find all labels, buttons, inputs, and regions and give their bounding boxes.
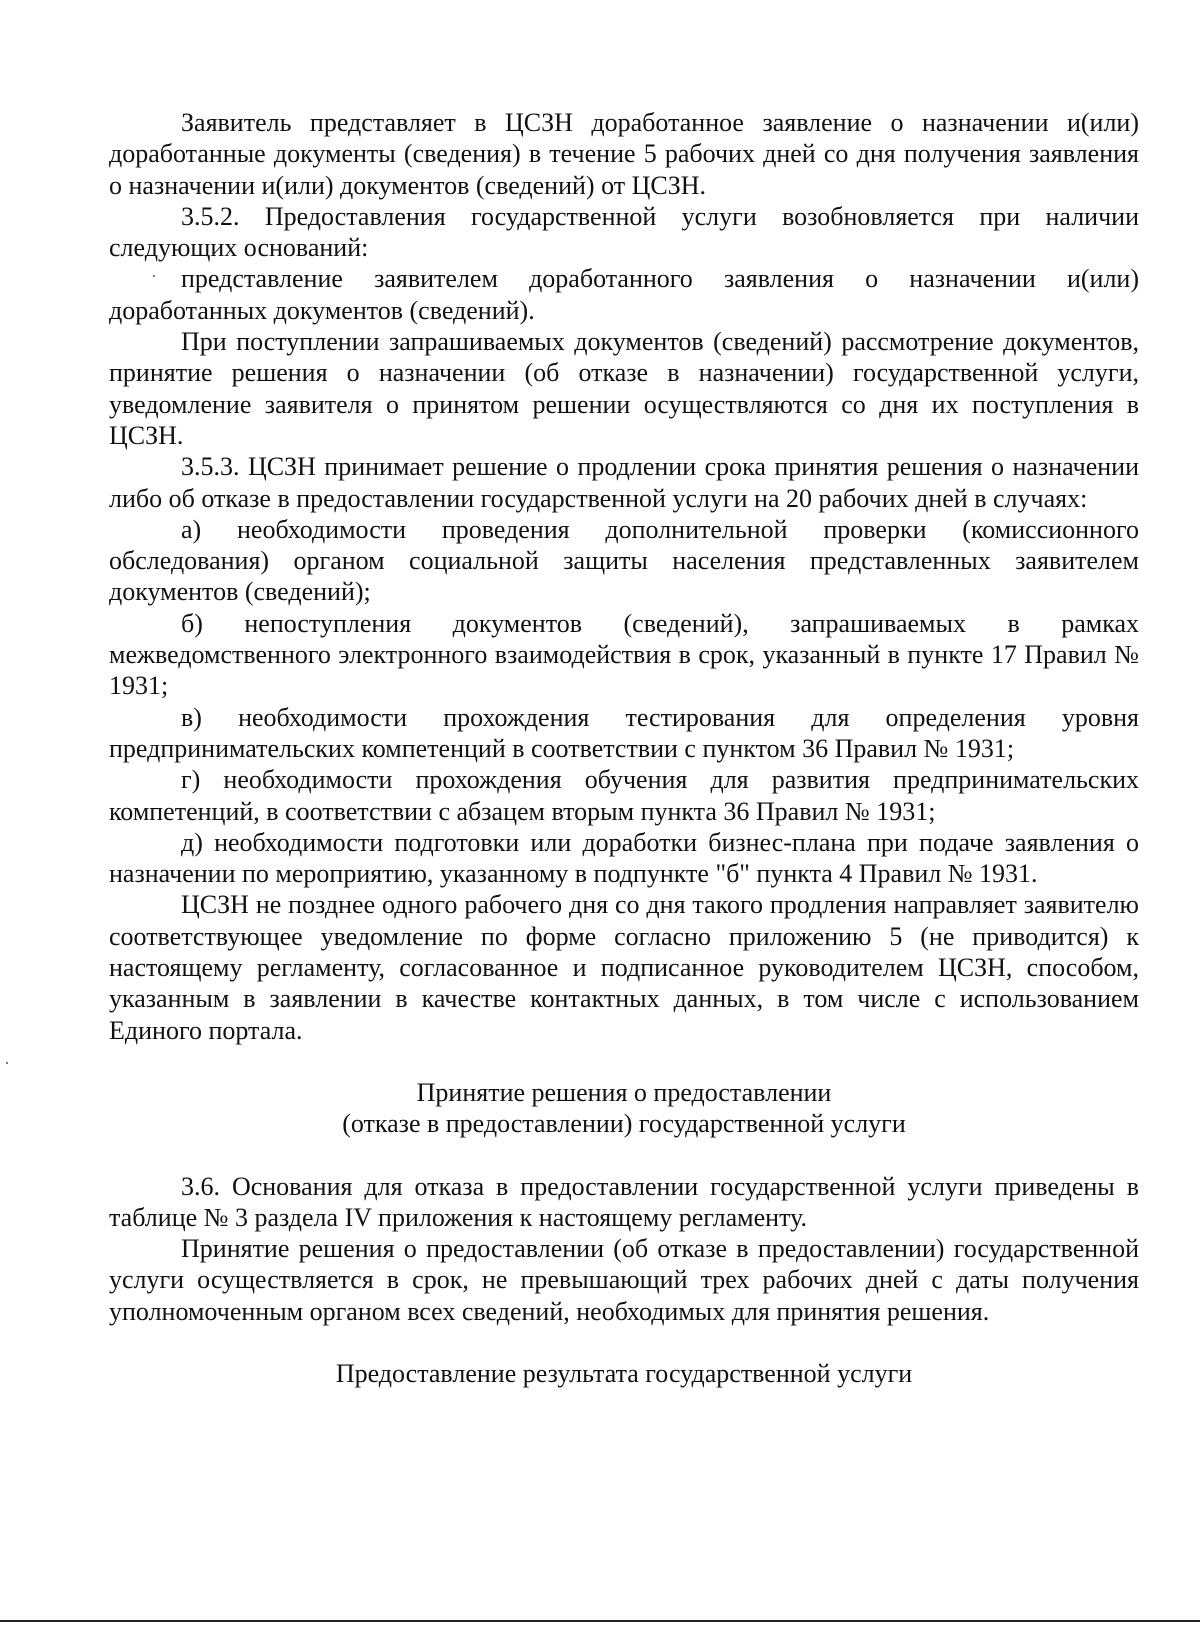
- section-heading-decision-line-2: (отказе в предоставлении) государственной услуги: [342, 1109, 906, 1139]
- scan-speck: [153, 275, 155, 277]
- paragraph-decision-term: Принятие решения о предоставлении (об отказе в предоставлении) государственной услуги осуществляется в срок, не превышающий трех рабочих дней с даты получения уполномоченным органом всех сведений, необходимых для принятия решения.: [109, 1234, 1139, 1326]
- paragraph-notification: ЦСЗН не позднее одного рабочего дня со дня такого продления направляет заявителю соответствующее уведомление по форме согласно приложению 5 (не приводится) к настоящему регламенту, согласованное и подписанное руководителем ЦСЗН, способом, указанным в заявлении в качестве контактных данных, в том числе с использованием Единого портала.: [109, 890, 1139, 1045]
- paragraph-applicant-submission: Заявитель представляет в ЦСЗН доработанное заявление о назначении и(или) доработанные документы (сведения) в течение 5 рабочих дней со дня получения заявления о назначении и(или) документов (сведений) от ЦСЗН.: [109, 108, 1139, 200]
- spacer: [109, 1327, 1139, 1358]
- section-heading-decision-line-1: Принятие решения о предоставлении: [416, 1077, 832, 1107]
- scan-bottom-edge: [0, 1620, 1200, 1622]
- list-item-d: д) необходимости подготовки или доработки бизнес-плана при подаче заявления о назначении по мероприятию, указанному в подпункте "б" пункта 4 Правил № 1931.: [109, 827, 1139, 889]
- list-item-a: а) необходимости проведения дополнительной проверки (комиссионного обследования) органом социальной защиты населения представленных заявителем документов (сведений);: [109, 514, 1139, 607]
- paragraph-3-5-2: 3.5.2. Предоставления государственной услуги возобновляется при наличии следующих оснований:: [109, 201, 1139, 263]
- list-item-g: г) необходимости прохождения обучения для развития предпринимательских компетенций, в соответствии с абзацем вторым пункта 36 Правил № 1931;: [109, 765, 1139, 826]
- paragraph-resubmission-basis: представление заявителем доработанного заявления о назначении и(или) доработанных документов (сведений).: [109, 264, 1139, 325]
- list-item-v: в) необходимости прохождения тестирования для определения уровня предпринимательских компетенций в соответствии с пунктом 36 Правил № 1931;: [109, 702, 1139, 763]
- document-body: [109, 107, 1139, 1389]
- scan-speck: [6, 1062, 8, 1064]
- spacer: [109, 1140, 1139, 1171]
- spacer: [109, 1046, 1139, 1077]
- paragraph-receipt-of-documents: При поступлении запрашиваемых документов (сведений) рассмотрение документов, принятие решения о назначении (об отказе в назначении) государственной услуги, уведомление заявителя о принятом решении осуществляются со дня их поступления в ЦСЗН.: [109, 327, 1139, 450]
- paragraph-3-6: 3.6. Основания для отказа в предоставлении государственной услуги приведены в таблице № 3 раздела IV приложения к настоящему регламенту.: [109, 1171, 1139, 1232]
- section-heading-result: Предоставление результата государственной услуги: [335, 1358, 913, 1388]
- list-item-b: б) непоступления документов (сведений), запрашиваемых в рамках межведомственного электронного взаимодействия в срок, указанный в пункте 17 Правил № 1931;: [109, 608, 1139, 701]
- paragraph-3-5-3: 3.5.3. ЦСЗН принимает решение о продлении срока принятия решения о назначении либо об отказе в предоставлении государственной услуги на 20 рабочих дней в случаях:: [109, 452, 1139, 513]
